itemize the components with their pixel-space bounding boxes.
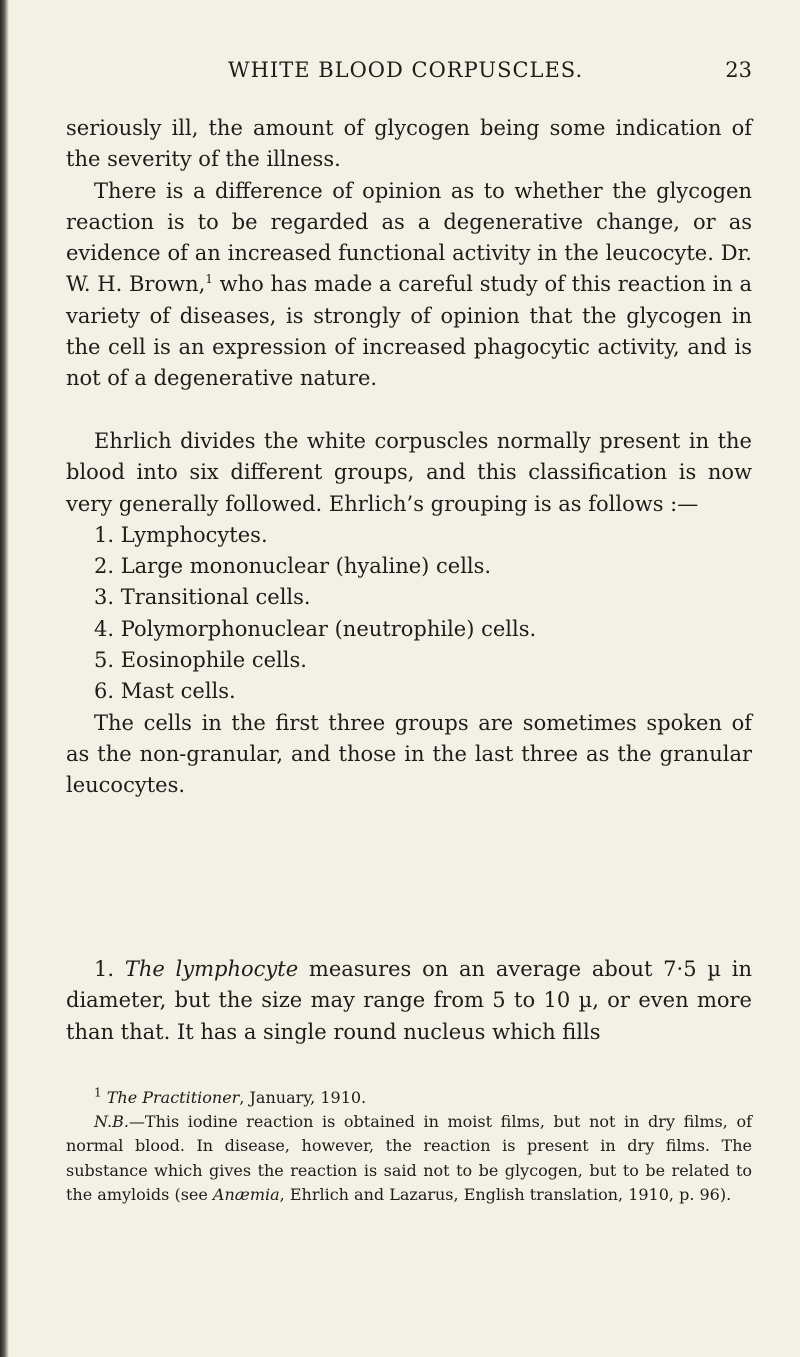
paragraph-glycogen-text-b: who has made a careful study of this reaction in a variety of diseases, is strongly of opinion that the glycogen in the cell is an expression of increased phagocytic activity, and is not of a degenerative nature. (66, 272, 752, 391)
paragraph-lymphocyte (66, 954, 752, 1048)
list-item: 5. Eosinophile cells. (94, 648, 307, 673)
paragraph-glycogen-text-a: There is a difference of opinion as to whether the glycogen reaction is to be regarded as a degenerative change, or as evidence of an increased functional activity in the leucocyte. Dr. W. H. Brown, (66, 178, 752, 297)
nb-book-title: Anæmia (212, 1184, 280, 1204)
footnote-1-mark: 1 (94, 1085, 102, 1100)
list-item: 2. Large mononuclear (hyaline) cells. (94, 554, 492, 579)
paragraph-granular: The cells in the first three groups are sometimes spoken of as the non-granular, and those in the last three as the granular leucocytes. (66, 710, 752, 798)
running-title: WHITE BLOOD CORPUSCLES. (228, 58, 584, 82)
footnote-1-source: The Practitioner (106, 1088, 240, 1107)
body-section-classification (66, 426, 752, 802)
footnotes (66, 1086, 752, 1207)
lymphocyte-term: The lymphocyte (124, 957, 299, 981)
paragraph-severity: seriously ill, the amount of glycogen being some indication of the severity of the illness. (66, 116, 752, 172)
list-item: 3. Transitional cells. (94, 585, 311, 610)
nb-text-a: —This iodine reaction is obtained in moist films, but not in dry films, of normal blood. In disease, however, the reaction is present in dry films. The substance which gives the reaction is said not to be glycogen, but to be related to the amyloids (see (66, 1112, 752, 1204)
lymphocyte-number: 1. (94, 957, 115, 981)
page-binding-edge (0, 0, 9, 1357)
nb-text-b: , Ehrlich and Lazarus, English translation, 1910, p. 96). (279, 1184, 732, 1204)
footnote-1-date: , January, 1910. (239, 1088, 367, 1107)
footnote-reference: 1 (205, 272, 213, 287)
page-header (0, 58, 800, 98)
groups-list (66, 520, 752, 708)
list-item: 6. Mast cells. (94, 679, 236, 704)
footnote-nb (66, 1110, 752, 1207)
body-section-glycogen (66, 113, 752, 395)
paragraph-ehrlich-groups: Ehrlich divides the white corpuscles normally present in the blood into six different groups, and this classification is now very generally followed. Ehrlich’s grouping is as follows :— (66, 429, 752, 516)
page-number: 23 (725, 58, 752, 82)
body-section-lymphocyte (66, 954, 752, 1048)
nb-label: N.B. (94, 1112, 129, 1132)
footnote-1 (66, 1086, 752, 1110)
list-item: 1. Lymphocytes. (94, 522, 268, 547)
list-item: 4. Polymorphonuclear (neutrophile) cells. (94, 616, 537, 641)
paragraph-glycogen-opinion (66, 176, 752, 395)
lymphocyte-text: measures on an average about 7·5 µ in diameter, but the size may range from 5 to 10 µ, or even more than that. It has a single round nucleus which fills (66, 957, 752, 1044)
